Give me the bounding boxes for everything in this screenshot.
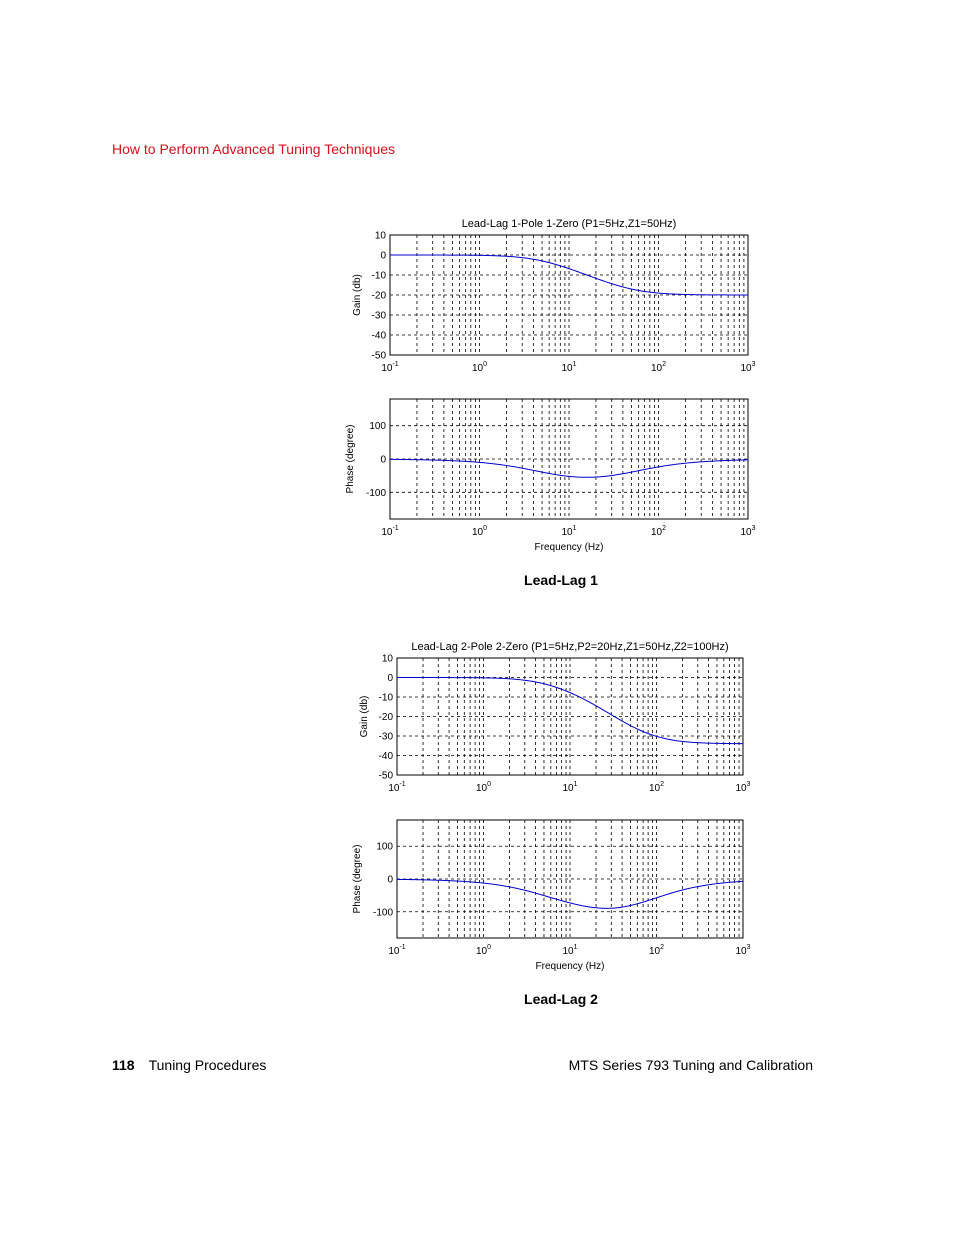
y-tick-label: 0 bbox=[387, 673, 393, 684]
y-tick-label: -30 bbox=[371, 310, 386, 322]
y-tick-label: -30 bbox=[378, 731, 393, 743]
y-tick-label: -20 bbox=[378, 712, 393, 723]
y-tick-label: 0 bbox=[380, 454, 386, 466]
y-axis-label: Phase (degree) bbox=[345, 424, 356, 494]
x-tick-label: $10^2$ bbox=[650, 361, 667, 374]
section-header: How to Perform Advanced Tuning Techniques bbox=[112, 141, 396, 157]
x-tick-label: $10^0$ bbox=[471, 525, 488, 538]
x-tick-label: $10^0$ bbox=[471, 361, 488, 374]
x-tick-label: $10^0$ bbox=[475, 781, 492, 794]
figure2-caption: Lead-Lag 2 bbox=[524, 991, 598, 1007]
y-tick-label: 10 bbox=[374, 230, 386, 242]
figure1-gain-plot bbox=[352, 218, 756, 374]
x-tick-label: $10^1$ bbox=[561, 361, 577, 374]
x-tick-label: $10^{-1}$ bbox=[381, 525, 399, 538]
y-tick-label: -10 bbox=[378, 692, 393, 704]
x-tick-label: $10^1$ bbox=[562, 781, 578, 794]
book-title: MTS Series 793 Tuning and Calibration bbox=[568, 1057, 813, 1073]
y-axis-label: Gain (db) bbox=[359, 695, 370, 738]
y-tick-label: -100 bbox=[365, 487, 386, 499]
x-tick-label: $10^2$ bbox=[648, 944, 665, 957]
x-tick-label: $10^3$ bbox=[735, 781, 751, 794]
footer-left bbox=[112, 1057, 266, 1073]
y-tick-label: -100 bbox=[372, 907, 393, 919]
y-axis-label: Phase (degree) bbox=[352, 844, 363, 914]
y-tick-label: -50 bbox=[378, 770, 393, 782]
y-tick-label: -40 bbox=[378, 751, 393, 762]
y-tick-label: 0 bbox=[380, 250, 386, 262]
figure2-phase-plot bbox=[352, 820, 751, 972]
y-tick-label: 10 bbox=[381, 653, 393, 665]
y-tick-label: -20 bbox=[371, 290, 386, 302]
x-tick-label: $10^{-1}$ bbox=[388, 944, 406, 957]
y-tick-label: 0 bbox=[387, 874, 393, 886]
y-tick-label: 100 bbox=[376, 841, 393, 853]
y-tick-label: -50 bbox=[371, 350, 386, 362]
x-tick-label: $10^2$ bbox=[648, 781, 665, 794]
chapter-title: Tuning Procedures bbox=[148, 1057, 267, 1073]
x-tick-label: $10^0$ bbox=[475, 944, 492, 957]
plot-title: Lead-Lag 2-Pole 2-Zero (P1=5Hz,P2=20Hz,Z1=50Hz,Z2=100Hz) bbox=[411, 641, 729, 653]
x-axis-label: Frequency (Hz) bbox=[535, 961, 605, 972]
x-tick-label: $10^1$ bbox=[561, 525, 577, 538]
figure1-caption: Lead-Lag 1 bbox=[524, 572, 598, 588]
x-tick-label: $10^{-1}$ bbox=[381, 361, 399, 374]
x-tick-label: $10^1$ bbox=[562, 944, 578, 957]
figure1-phase-plot bbox=[345, 399, 756, 553]
figure2-gain-plot bbox=[359, 641, 751, 794]
x-axis-label: Frequency (Hz) bbox=[534, 542, 604, 553]
x-tick-label: $10^{-1}$ bbox=[388, 781, 406, 794]
page-number: 118 bbox=[112, 1057, 135, 1073]
x-tick-label: $10^3$ bbox=[740, 361, 756, 374]
x-tick-label: $10^3$ bbox=[740, 525, 756, 538]
y-axis-label: Gain (db) bbox=[352, 274, 363, 316]
plot-title: Lead-Lag 1-Pole 1-Zero (P1=5Hz,Z1=50Hz) bbox=[461, 218, 677, 230]
y-tick-label: -40 bbox=[371, 330, 386, 342]
x-tick-label: $10^2$ bbox=[650, 525, 667, 538]
y-tick-label: 100 bbox=[369, 421, 386, 433]
gain-curve bbox=[397, 678, 743, 744]
phase-curve bbox=[390, 459, 748, 477]
y-tick-label: -10 bbox=[371, 270, 386, 282]
x-tick-label: $10^3$ bbox=[735, 944, 751, 957]
